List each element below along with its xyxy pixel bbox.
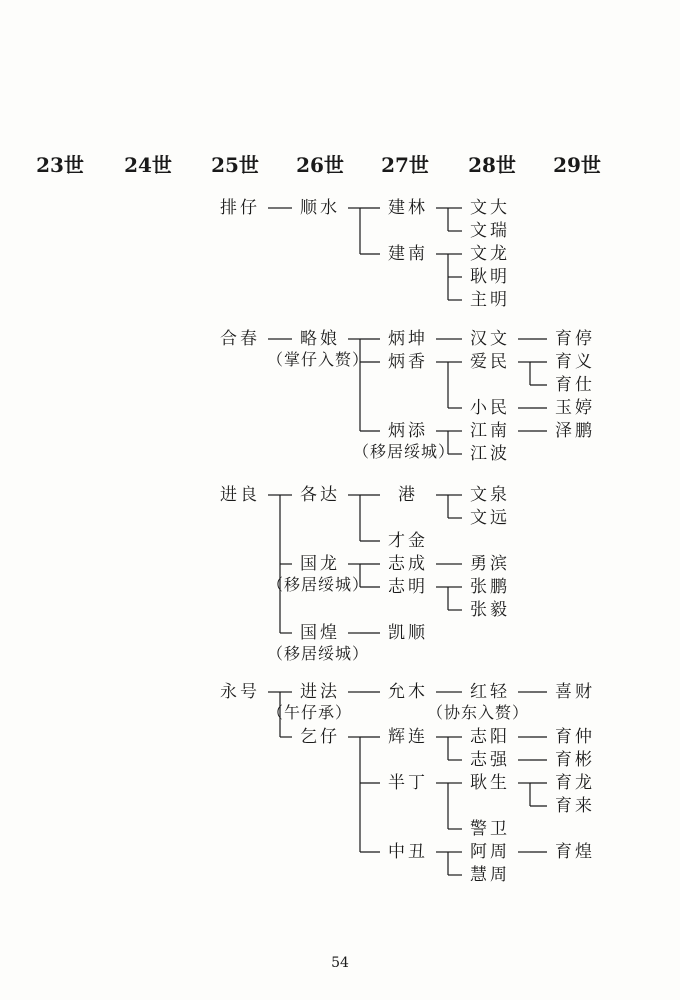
person-name: 略娘 — [300, 329, 340, 349]
person-name: 炳添 — [388, 421, 428, 441]
person-name: 建林 — [388, 198, 428, 218]
person-name: 育仕 — [555, 375, 595, 395]
person-name: 志明 — [388, 577, 428, 597]
person-note: （移居绥城） — [267, 575, 370, 594]
person-note: （协东入赘） — [427, 703, 530, 722]
person-name: 喜财 — [555, 682, 595, 702]
person-name: 凯顺 — [388, 623, 428, 643]
person-name: 慧周 — [470, 865, 510, 885]
generation-label: 25世 — [211, 153, 259, 177]
person-name: 排仔 — [220, 198, 260, 218]
person-name: 文瑞 — [470, 221, 510, 241]
person-name: 警卫 — [470, 819, 510, 839]
person-name: 国龙 — [300, 554, 340, 574]
person-name: 各达 — [300, 485, 340, 505]
person-name: 张毅 — [470, 600, 510, 620]
person-name: 永号 — [220, 682, 260, 702]
person-name: 国煌 — [300, 623, 340, 643]
person-name: 半丁 — [388, 773, 428, 793]
person-name: 才金 — [388, 531, 428, 551]
generation-label: 23世 — [36, 153, 84, 177]
person-name: 爱民 — [470, 352, 510, 372]
person-name: 育仲 — [555, 727, 595, 747]
person-name: 志强 — [470, 750, 510, 770]
person-name: 志阳 — [470, 727, 510, 747]
person-name: 耿生 — [470, 773, 510, 793]
person-name: 张鹏 — [470, 577, 510, 597]
person-name: 育义 — [555, 352, 595, 372]
person-name: 泽鹏 — [555, 421, 595, 441]
person-name: 炳坤 — [388, 329, 428, 349]
person-note: （午仔承） — [267, 703, 353, 722]
person-name: 耿明 — [470, 267, 510, 287]
person-name: 汉文 — [470, 329, 510, 349]
person-name: 乞仔 — [300, 727, 340, 747]
person-name: 顺水 — [300, 198, 340, 218]
person-name: 进法 — [300, 682, 340, 702]
generation-label: 27世 — [381, 153, 429, 177]
person-name: 港 — [398, 485, 418, 505]
person-name: 育来 — [555, 796, 595, 816]
person-name: 炳香 — [388, 352, 428, 372]
person-name: 阿周 — [470, 842, 510, 862]
person-name: 中丑 — [388, 842, 428, 862]
person-note: （掌仔入赘） — [267, 350, 370, 369]
generation-label: 26世 — [296, 153, 344, 177]
person-name: 文泉 — [470, 485, 510, 505]
person-name: 文大 — [470, 198, 510, 218]
generation-label: 24世 — [124, 153, 172, 177]
person-name: 育煌 — [555, 842, 595, 862]
person-note: （移居绥城） — [353, 442, 456, 461]
person-name: 主明 — [470, 290, 510, 310]
generation-label: 28世 — [468, 153, 516, 177]
person-name: 育龙 — [555, 773, 595, 793]
person-note: （移居绥城） — [267, 644, 370, 663]
person-name: 育彬 — [555, 750, 595, 770]
person-name: 小民 — [470, 398, 510, 418]
person-name: 江南 — [470, 421, 510, 441]
person-name: 玉婷 — [555, 398, 595, 418]
person-name: 合春 — [220, 329, 260, 349]
person-name: 勇滨 — [470, 554, 510, 574]
person-name: 文龙 — [470, 244, 510, 264]
person-name: 江波 — [470, 444, 510, 464]
person-name: 红轻 — [470, 682, 510, 702]
person-name: 建南 — [388, 244, 428, 264]
person-name: 辉连 — [388, 727, 428, 747]
person-name: 志成 — [388, 554, 428, 574]
generation-label: 29世 — [553, 153, 601, 177]
person-name: 文远 — [470, 508, 510, 528]
person-name: 允木 — [388, 682, 428, 702]
page-number: 54 — [331, 955, 349, 971]
person-name: 进良 — [220, 485, 260, 505]
person-name: 育停 — [555, 329, 595, 349]
